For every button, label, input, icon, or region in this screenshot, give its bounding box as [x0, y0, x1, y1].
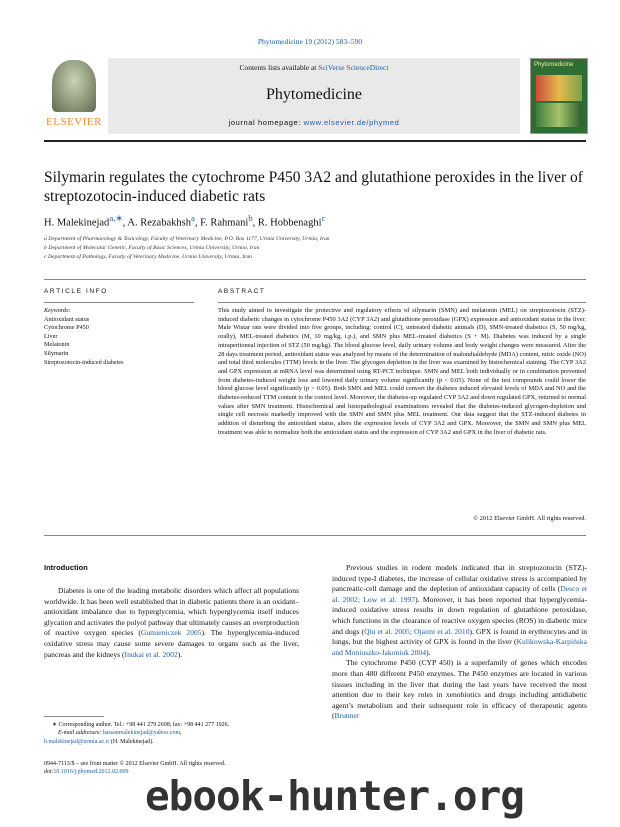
author-name: H. Malekinejad	[44, 217, 110, 229]
keyword: Cytochrome P450	[44, 324, 89, 332]
affiliation-a: a Department of Pharmacology & Toxicology, Faculty of Veterinary Medicine, P.O. Box 1177, Urmia University, Urmia, Iran	[44, 236, 330, 242]
article-title: Silymarin regulates the cytochrome P450 3A2 and glutathione peroxides in the liver of streptozotocin-induced diabetic rats	[44, 169, 583, 205]
author-name: F. Rahmani	[200, 217, 249, 229]
keyword: Silymarin	[44, 349, 69, 357]
cover-artwork-bottom	[536, 103, 582, 127]
email-link[interactable]: h.malekinejad@urmia.ac.ir	[44, 738, 110, 745]
author-affiliation-mark[interactable]: b	[248, 213, 253, 223]
introduction-heading: Introduction	[44, 563, 88, 572]
contents-line	[108, 63, 520, 72]
email-label: E-mail addresses:	[58, 730, 102, 737]
elsevier-logo	[44, 60, 104, 132]
header-divider	[44, 140, 586, 142]
keyword: Melatonin	[44, 341, 70, 349]
email-line: E-mail addresses: hassanmalekinejad@yahoo.com,	[58, 730, 182, 737]
contents-prefix: Contents lists available at	[239, 63, 319, 72]
masthead-banner	[108, 58, 520, 134]
journal-reference[interactable]: Phytomedicine 19 (2012) 583–590	[257, 37, 363, 46]
sciencedirect-link[interactable]: SciVerse ScienceDirect	[318, 63, 389, 72]
keyword: Antioxidant status	[44, 315, 90, 323]
copyright-notice: © 2012 Elsevier GmbH. All rights reserved.	[473, 515, 586, 522]
citation-link[interactable]: Kulikowska-Karpińska and Moniuszko-Jakoniuk 2004	[332, 637, 587, 657]
citation-link[interactable]: Gumieniczek 2005	[140, 628, 202, 638]
author-affiliation-mark[interactable]: c	[321, 213, 326, 223]
journal-cover-image	[530, 58, 588, 134]
doi-prefix: doi:	[44, 769, 54, 776]
keyword: Streptozotocin-induced diabetes	[44, 358, 124, 366]
text-run: ). Moreover, it has been reported that hyperglycemia-induced oxidative stress results in down regulation of glutathione peroxidase, which functions in the clearance of reactive oxygen species (ROS) in diabetic mice and dogs (	[332, 594, 587, 636]
paragraph	[44, 586, 299, 660]
homepage-link[interactable]: www.elsevier.de/phymed	[303, 118, 400, 127]
issn-line: 0944-7113/$ – see front matter © 2012 Elsevier GmbH. All rights reserved.	[44, 761, 226, 767]
author-name: A. Rezabakhsh	[127, 217, 191, 229]
corresponding-author-line: ∗ Corresponding author. Tel.: +98 441 279 2608; fax: +98 441 277 1926.	[52, 722, 230, 728]
journal-name: Phytomedicine	[266, 86, 362, 103]
corresponding-author-footnote	[44, 721, 304, 746]
paragraph	[332, 658, 587, 722]
citation-link[interactable]: Desco et al. 2002; Low et al. 1997	[332, 584, 587, 604]
text-run: ).	[177, 649, 183, 659]
masthead	[44, 58, 586, 134]
cover-artwork-top	[536, 75, 582, 101]
author-name: R. Hobbenaghi	[257, 217, 322, 229]
footnote-divider	[44, 716, 104, 717]
body-column-right	[332, 563, 587, 722]
paragraph	[332, 563, 587, 658]
abstract-end-divider	[44, 535, 586, 536]
text-run: The cytochrome P450 (CYP 450) is a superfamily of genes which encodes more than 480 different P450 enzymes. The P450 enzymes are located in various tissues including in the liver that during the last years have received the most attention due to their key roles in xenobiotics and drugs including antidiabetic agent’s metabolism and their subsequent role in efficacy of therapeutic agents (	[332, 658, 587, 721]
keywords-label: Keywords:	[44, 307, 71, 314]
text-run: ).	[426, 647, 431, 657]
abstract-divider	[218, 302, 586, 303]
affiliation-b: b Department of Molecular Genetic, Faculty of Basic Sciences, Urmia University, Urmia, Iran	[44, 245, 260, 251]
watermark-text: ebook-hunter.org	[145, 772, 524, 820]
homepage-prefix: journal homepage:	[228, 118, 304, 127]
article-info-divider	[44, 302, 194, 303]
journal-homepage	[108, 118, 520, 127]
affiliations-divider	[44, 279, 586, 280]
email-link[interactable]: hassanmalekinejad@yahoo.com	[102, 730, 181, 737]
article-info-heading: ARTICLE INFO	[44, 288, 108, 295]
body-column-left	[44, 586, 299, 660]
citation-link[interactable]: Brunner	[334, 711, 360, 721]
doi-link[interactable]: 10.1016/j.phymed.2012.02.009	[53, 769, 129, 776]
keywords-block	[44, 307, 194, 367]
text-run: ). GPX is found in erythrocytes and in lungs, but the highest activity of GPX is found in the liver (	[332, 626, 587, 647]
publisher-logo-text: ELSEVIER	[46, 116, 102, 128]
abstract-heading: ABSTRACT	[218, 288, 266, 295]
email-owner: (H. Malekinejad).	[109, 738, 154, 745]
cover-title: Phytomedicine	[534, 62, 574, 68]
author-list: H. Malekinejad$^{a,∗}$, A. Rezabakhsh$^a$, F. Rahmani$^b$, R. Hobbenaghi$^c$	[44, 213, 326, 229]
keyword: Liver	[44, 332, 58, 340]
text-run: Diabetes is one of the leading metabolic disorders which affect all populations worldwide. It has been well established that in diabetic patients there is an oxidant–antioxidant imbalance due to hyperglycemia, which hyperglycemia itself induces glycation and activates the polyol pathway that ultimately causes an overproduction of reactive oxygen species (	[44, 586, 299, 638]
affiliation-c: c Department of Pathology, Faculty of Veterinary Medicine, Urmia University, Urmia, Iran	[44, 254, 253, 260]
email-line-2	[44, 738, 304, 746]
abstract-text: This study aimed to investigate the protective and regulatory effects of silymarin (SMN) and melatonin (MEL) on streptozotocin (STZ)-induced diabetic changes in cytochrome P450 3A2 (CYP 3A2) and glutathione peroxidase (GPX) expression and antioxidant status in the liver. Male Wistar rats were divided into five groups, including: control (C), untreated diabetic animals (D), SMN-treated diabetics (S, 50 mg/kg, orally), MEL-treated diabetics (M, 10 mg/kg, i.p.), and SMN plus MEL-treated diabetics (S + M). Diabetes was induced by a single intraperitoneal injection of STZ (50 mg/kg). The blood glucose level, daily urinary volume and body weight changes were measured. After the 28 days treatment period, antioxidant status was analyzed by means of the determination of malondialdehyde (MDA) content, nitric oxide (NO) and total thiol molecules (TTM) levels in the liver. The glycogen depletion in the liver was examined by histochemical staining. The CYP 3A2 and GPX expression at mRNA level was determined using RT-PCT technique. SMN and MEL both individually or in combination prevented from diabetes-induced weight loss and lowered daily urinary volume significantly (p < 0.05). None of the test compounds could lower the blood glucose level significantly (p > 0.05). Both SMN and MEL could convert the diabetes induced elevated levels of MDA and NO and the diabetes-reduced TTM content to the control level. Moreover, the diabetes-up regulated CYP 3A2 and down regulated GPX, returned to normal values after SMN treatment. Histochemical and histopathological examinations revealed that the diabetes-induced glycogen-depletion and single cell necrosis markedly improved with the SMN and SMN plus MEL treatment. Our data suggest that the STZ-induced diabetes in addition of disturbing the antioxidant status, alters the expression levels of CYP 3A2 and GPX. Moreover, the SMN and SMN plus MEL treatment was able to normalize both the antioxidant status and the expression of CYP 3A2 and GPX in the liver of diabetic rats.	[218, 307, 586, 436]
author-affiliation-mark[interactable]: a,∗	[109, 213, 123, 223]
citation-link[interactable]: Qiu et al. 2005; Ojaimi et al. 2010	[364, 626, 470, 636]
text-run: Previous studies in rodent models indicated that in streptozotocin (STZ)-induced type-I diabetes, the increase of cellular oxidative stress is accompanied by pancreatic-cell damage and the depletion of antioxidant capacity of cells (	[332, 563, 587, 594]
author-affiliation-mark[interactable]: a	[190, 213, 195, 223]
citation-link[interactable]: Inukai et al. 2002	[124, 649, 178, 659]
elsevier-tree-icon	[52, 60, 96, 112]
text-run: ). The hyperglycemia-induced oxidative stress may cause some severe damages to organs such as the liver, pancreas and the kidneys (	[44, 628, 299, 659]
